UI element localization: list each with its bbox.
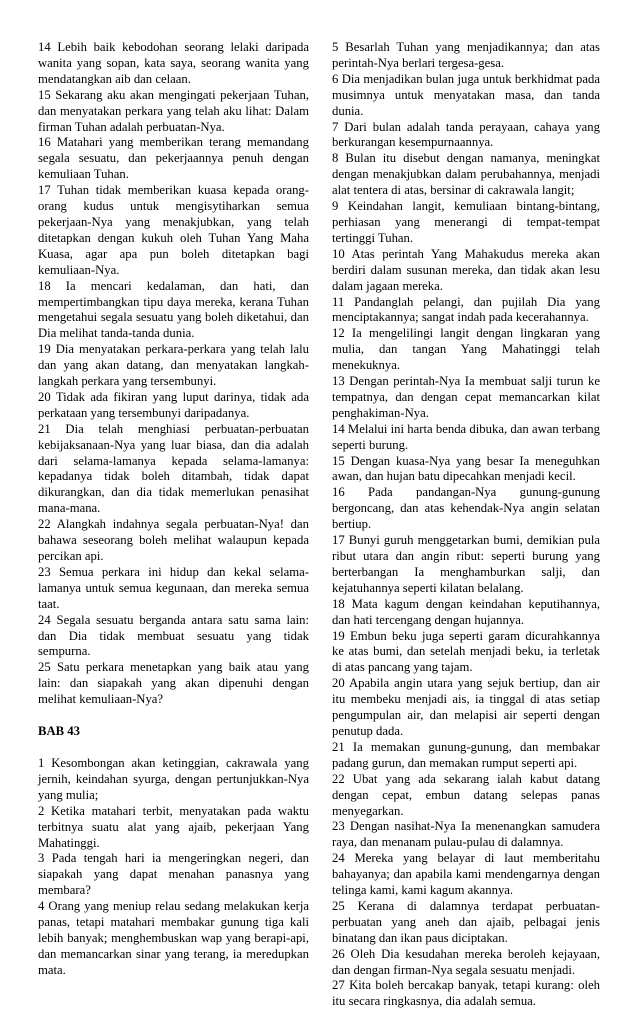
verse: 12 Ia mengelilingi langit dengan lingkaran yang mulia, dan tangan Yang Mahatinggi telah menekuknya. xyxy=(332,326,600,373)
verse: 21 Dia telah menghiasi perbuatan-perbuatan kebijaksanaan-Nya yang luar biasa, dan dia adalah dari selama-lamanya kepada selama-lamanya: kepadanya tidak boleh ditambah, tidak dapat dikurangkan, dan dia tidak memerlukan penasihat mana-mana. xyxy=(38,421,309,516)
verse: 18 Mata kagum dengan keindahan keputihannya, dan hati tercengang dengan hujannya. xyxy=(332,596,600,627)
verse: 24 Mereka yang belayar di laut memberitahu bahayanya; dan apabila kami mendengarnya dengan telinga kami, kami kagum akannya. xyxy=(332,851,600,898)
verse: 27 Kita boleh bercakap banyak, tetapi kurang: oleh itu secara ringkasnya, dia adalah semua. xyxy=(332,978,600,1009)
verse: 22 Alangkah indahnya segala perbuatan-Nya! dan bahawa seseorang boleh melihat walaupun kepada percikan api. xyxy=(38,517,309,563)
verse: 23 Dengan nasihat-Nya Ia menenangkan samudera raya, dan menanam pulau-pulau di dalamnya. xyxy=(332,819,600,850)
verse: 13 Dengan perintah-Nya Ia membuat salji turun ke tempatnya, dan dengan cepat memancarkan kilat penghakiman-Nya. xyxy=(332,374,600,420)
verse: 14 Melalui ini harta benda dibuka, dan awan terbang seperti burung. xyxy=(332,421,600,452)
verse: 23 Semua perkara ini hidup dan kekal selama-lamanya untuk semua kegunaan, dan mereka semua taat. xyxy=(38,564,309,611)
verse: 18 Ia mencari kedalaman, dan hati, dan mempertimbangkan tipu daya mereka, kerana Tuhan mengetahui segala sesuatu yang boleh diketahui, dan Dia melihat tanda-tanda dunia. xyxy=(38,278,309,341)
verse: 16 Matahari yang memberikan terang memandang segala sesuatu, dan pekerjaannya penuh dengan kemuliaan Tuhan. xyxy=(38,135,309,182)
verse: 25 Satu perkara menetapkan yang baik atau yang lain: dan siapakah yang akan dipenuhi dengan melihat kemuliaan-Nya? xyxy=(38,660,309,707)
verse: 2 Ketika matahari terbit, menyatakan pada waktu terbitnya suatu alat yang ajaib, pekerjaan Yang Mahatinggi. xyxy=(38,803,309,850)
verse: 5 Besarlah Tuhan yang menjadikannya; dan atas perintah-Nya berlari tergesa-gesa. xyxy=(332,40,600,70)
verse: 16 Pada pandangan-Nya gunung-gunung bergoncang, dan atas kehendak-Nya angin selatan bertiup. xyxy=(332,485,600,532)
verse: 3 Pada tengah hari ia mengeringkan negeri, dan siapakah yang dapat menahan panasnya yang membara? xyxy=(38,851,309,898)
verse: 9 Keindahan langit, kemuliaan bintang-bintang, perhiasan yang menerangi di tempat-tempat tertinggi Tuhan. xyxy=(332,199,600,245)
verse: 25 Kerana di dalamnya terdapat perbuatan-perbuatan yang aneh dan ajaib, pelbagai jenis binatang dan ikan paus diciptakan. xyxy=(332,898,600,945)
verse: 15 Sekarang aku akan mengingati pekerjaan Tuhan, dan menyatakan perkara yang telah aku lihat: Dalam firman Tuhan adalah perbuatan-Nya. xyxy=(38,87,309,134)
verse: 20 Apabila angin utara yang sejuk bertiup, dan air itu membeku menjadi ais, ia tinggal di atas setiap pengumpulan air, dan melapisi air seperti dengan penutup dada. xyxy=(332,676,600,738)
verse: 15 Dengan kuasa-Nya yang besar Ia meneguhkan awan, dan hujan batu dipecahkan menjadi kecil. xyxy=(332,453,600,484)
verse: 22 Ubat yang ada sekarang ialah kabut datang dengan cepat, embun datang selepas panas menyegarkan. xyxy=(332,771,600,818)
verse: 19 Dia menyatakan perkara-perkara yang telah lalu dan yang akan datang, dan menyatakan langkah-langkah perkara yang tersembunyi. xyxy=(38,342,309,389)
chapter-heading: BAB 43 xyxy=(38,724,80,739)
verse: 26 Oleh Dia kesudahan mereka beroleh kejayaan, dan dengan firman-Nya segala sesuatu menjadi. xyxy=(332,946,600,977)
verse: 24 Segala sesuatu berganda antara satu sama lain: dan Dia tidak membuat sesuatu yang tidak sempurna. xyxy=(38,612,309,659)
verse: 17 Bunyi guruh menggetarkan bumi, demikian pula ribut utara dan angin ribut: seperti burung yang berterbangan Ia menghamburkan salji, dan kejatuhannya seperti kilatan belalang. xyxy=(332,533,600,595)
verse: 19 Embun beku juga seperti garam dicurahkannya ke atas bumi, dan setelah menjadi beku, ia terletak di atas pancang yang tajam. xyxy=(332,628,600,675)
verse: 17 Tuhan tidak memberikan kuasa kepada orang-orang kudus untuk mengisytiharkan semua pekerjaan-Nya yang menakjubkan, yang telah ditetapkan dengan kukuh oleh Tuhan Yang Maha Kuasa, agar apa pun boleh ditetapkan bagi kemuliaan-Nya. xyxy=(38,183,309,277)
verse: 21 Ia memakan gunung-gunung, dan membakar padang gurun, dan memakan rumput seperti api. xyxy=(332,739,600,770)
verse: 4 Orang yang meniup relau sedang melakukan kerja panas, tetapi matahari membakar gunung tiga kali lebih banyak; menghembuskan wap yang berapi-api, dan memancarkan sinar yang terang, ia meredupkan mata. xyxy=(38,899,309,977)
verse: 7 Dari bulan adalah tanda perayaan, cahaya yang berkurangan kesempurnaannya. xyxy=(332,119,600,150)
verse: 8 Bulan itu disebut dengan namanya, meningkat dengan menakjubkan dalam perubahannya, menjadi alat tentera di atas, bersinar di cakrawala langit; xyxy=(332,151,600,198)
left-column xyxy=(38,40,309,979)
verse: 1 Kesombongan akan ketinggian, cakrawala yang jernih, keindahan syurga, dengan pertunjukkan-Nya yang mulia; xyxy=(38,755,309,802)
verse: 20 Tidak ada fikiran yang luput darinya, tidak ada perkataan yang tersembunyi daripadanya. xyxy=(38,389,309,420)
verse: 11 Pandanglah pelangi, dan pujilah Dia yang menciptakannya; sangat indah pada kecerahannya. xyxy=(332,294,600,325)
verse: 10 Atas perintah Yang Mahakudus mereka akan berdiri dalam susunan mereka, dan tidak akan lesu dalam jagaan mereka. xyxy=(332,246,600,293)
verse: 14 Lebih baik kebodohan seorang lelaki daripada wanita yang sopan, kata saya, seorang wanita yang mendatangkan aib dan celaan. xyxy=(38,40,309,86)
verse: 6 Dia menjadikan bulan juga untuk berkhidmat pada musimnya untuk menyatakan masa, dan tanda dunia. xyxy=(332,71,600,118)
right-column xyxy=(332,40,600,1010)
